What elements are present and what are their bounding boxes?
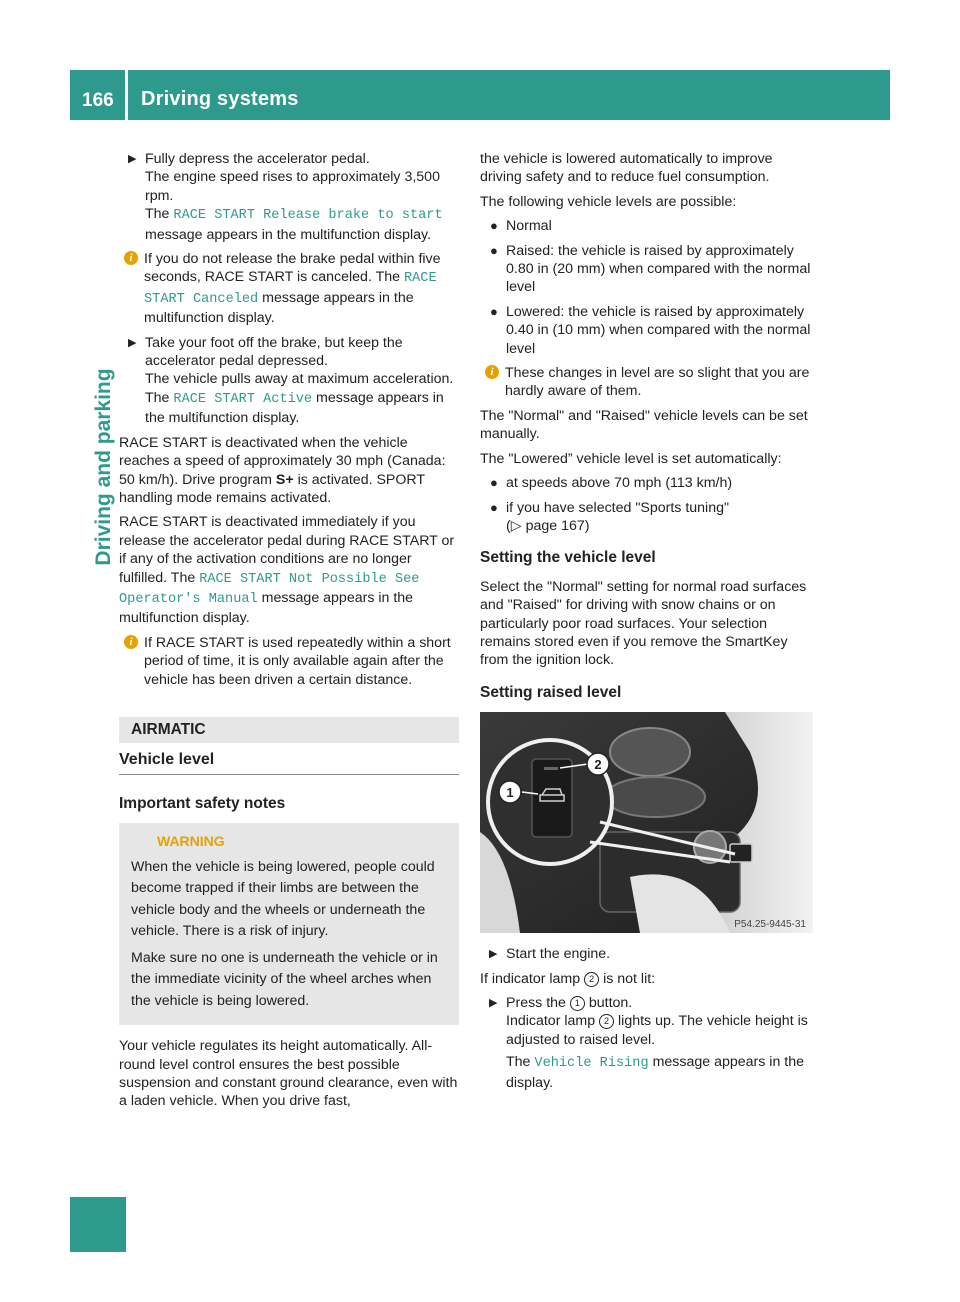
warning-text: Make sure no one is underneath the vehicle or in the immediate vicinity of the wheel arches when the vehicle is being lowered.: [131, 949, 438, 1009]
callout-2-label: 2: [594, 757, 602, 773]
step-arrow-icon: ▶: [489, 948, 498, 961]
step-press-button: [480, 994, 813, 1092]
step-text: The: [506, 1054, 531, 1071]
section-heading: AIRMATIC: [119, 717, 459, 743]
step-depress-pedal: [119, 150, 459, 244]
paragraph-text: is activated. SPORT handling mode remains activated.: [119, 471, 425, 506]
heading: Setting raised level: [480, 683, 622, 701]
info-text: message appears in the multifunction display.: [144, 289, 414, 327]
step-arrow-icon: ▶: [128, 153, 137, 165]
step-release-brake: [119, 334, 459, 428]
paragraph: The following vehicle levels are possible:: [480, 193, 737, 210]
step-text: The: [145, 206, 170, 223]
figure-code: P54.25-9445-31: [734, 919, 806, 931]
paragraph: the vehicle is lowered automatically to improve driving safety and to reduce fuel consumption.: [480, 151, 773, 186]
callout-2-ref-icon: 2: [584, 972, 599, 987]
info-text: If RACE START is used repeatedly within a short period of time, it is only available again after the vehicle has been driven a certain distance.: [144, 634, 451, 688]
list-item: [480, 303, 813, 358]
page-header: [70, 70, 890, 120]
list-text: Lowered: the vehicle is raised by approximately 0.40 in (10 mm) when compared with the normal level: [506, 303, 811, 357]
paragraph-text: message appears in the multifunction display.: [119, 589, 414, 627]
bullet-icon: ●: [490, 242, 498, 258]
info-icon: i: [124, 251, 138, 265]
paragraph: [119, 513, 459, 627]
display-message: RACE START Canceled: [144, 271, 437, 307]
drive-program-label: S+: [275, 471, 294, 488]
center-console-photo: [480, 712, 813, 933]
console-illustration: [480, 712, 813, 933]
bullet-icon: ●: [490, 499, 498, 515]
list-text: at speeds above 70 mph (113 km/h): [506, 475, 733, 492]
step-text: message appears in the display.: [506, 1054, 805, 1091]
title-bar: [128, 70, 890, 120]
paragraph: The "Lowered” vehicle level is set automatically:: [480, 450, 782, 467]
page-ref-arrow-icon: ▷: [510, 517, 522, 534]
chapter-tab-block: [70, 1197, 126, 1252]
display-message: RACE START Active: [173, 391, 313, 407]
info-text: These changes in level are so slight that you are hardly aware of them.: [505, 365, 810, 400]
step-text: Press the: [506, 994, 566, 1011]
display-message: Vehicle Rising: [534, 1056, 649, 1072]
display-message: RACE START Release brake to start: [173, 208, 443, 224]
step-text: The engine speed rises to approximately 3,500 rpm.: [145, 169, 440, 204]
step-text: lights up. The vehicle height is adjusted to raised level.: [506, 1013, 808, 1048]
list-text: if you have selected "Sports tuning": [506, 499, 730, 516]
step-text: Indicator lamp: [506, 1013, 596, 1030]
info-note: [119, 250, 459, 328]
step-text: message appears in the multifunction display.: [145, 226, 432, 243]
info-icon: i: [485, 365, 499, 379]
bullet-icon: ●: [490, 303, 498, 319]
page-number: 166: [82, 90, 114, 111]
step-text: message appears in the multifunction display.: [145, 389, 444, 427]
paragraph: The "Normal" and "Raised" vehicle levels can be set manually.: [480, 407, 808, 443]
step-text: The vehicle pulls away at maximum acceleration.: [145, 371, 454, 388]
list-text: Normal: [506, 218, 552, 235]
paragraph: [480, 970, 813, 988]
left-column: [119, 150, 459, 1117]
list-item: ● if you have selected "Sports tuning" (▷ page 167): [480, 499, 813, 536]
list-item: [480, 217, 813, 235]
warning-label: WARNING: [157, 833, 225, 850]
step-start-engine: [480, 945, 813, 963]
info-note: [119, 634, 459, 689]
step-text: The: [145, 389, 170, 406]
subheading: Important safety notes: [119, 794, 286, 812]
step-arrow-icon: ▶: [489, 996, 498, 1009]
paragraph-text: is not lit:: [603, 970, 656, 987]
step-text: Start the engine.: [506, 946, 611, 963]
paragraph-text: RACE START is deactivated when the vehicle reaches a speed of approximately 30 mph (Canada: 50 km/h). Drive program: [119, 434, 446, 488]
bullet-icon: ●: [490, 218, 498, 234]
info-note: [480, 364, 813, 401]
step-text: Fully depress the accelerator pedal.: [145, 151, 370, 167]
step-text: Take your foot off the brake, but keep the accelerator pedal depressed.: [145, 334, 403, 370]
right-column: [480, 150, 813, 1098]
list-text: Raised: the vehicle is raised by approximately 0.80 in (20 mm) when compared with the normal level: [506, 242, 811, 296]
callout-1-label: 1: [506, 785, 514, 801]
paragraph: Select the "Normal" setting for normal road surfaces and "Raised" for driving with snow chains or on particularly poor road surfaces. Your selection remains stored even if you remove the SmartKey from the ignition lock.: [480, 578, 807, 669]
heading: Vehicle level: [119, 751, 459, 774]
step-text: button.: [588, 994, 633, 1011]
paragraph-text: RACE START is deactivated immediately if you release the accelerator pedal during RACE START or if any of the activation conditions are no longer fulfilled. The: [119, 514, 455, 586]
page-reference-link[interactable]: page 167: [525, 517, 585, 534]
callout-2-ref-icon: 2: [599, 1014, 614, 1029]
page-number-box: [70, 70, 125, 120]
paragraph-text: If indicator lamp: [480, 970, 581, 987]
heading: Setting the vehicle level: [480, 549, 656, 567]
warning-title: [131, 831, 449, 853]
step-arrow-icon: ▶: [128, 336, 137, 349]
page-title: Driving systems: [141, 88, 299, 110]
chapter-label: Driving and parking: [92, 368, 115, 566]
info-icon: i: [124, 635, 138, 649]
warning-box: [119, 823, 459, 1025]
bullet-icon: ●: [490, 475, 498, 491]
list-item: [480, 474, 813, 492]
display-message: RACE START Not Possible See Operator's Manual: [119, 571, 420, 607]
callout-1-ref-icon: 1: [570, 996, 585, 1011]
info-text: If you do not release the brake pedal within five seconds, RACE START is canceled. The: [144, 251, 441, 286]
warning-text: When the vehicle is being lowered, people could become trapped if their limbs are between the vehicle body and the wheels or underneath the vehicle. There is a risk of injury.: [131, 858, 435, 940]
paragraph: [119, 434, 459, 508]
list-item: [480, 242, 813, 297]
paragraph: Your vehicle regulates its height automatically. All-round level control ensures the best possible suspension and constant ground clearance, even with a laden vehicle. When you drive fast,: [119, 1038, 458, 1110]
